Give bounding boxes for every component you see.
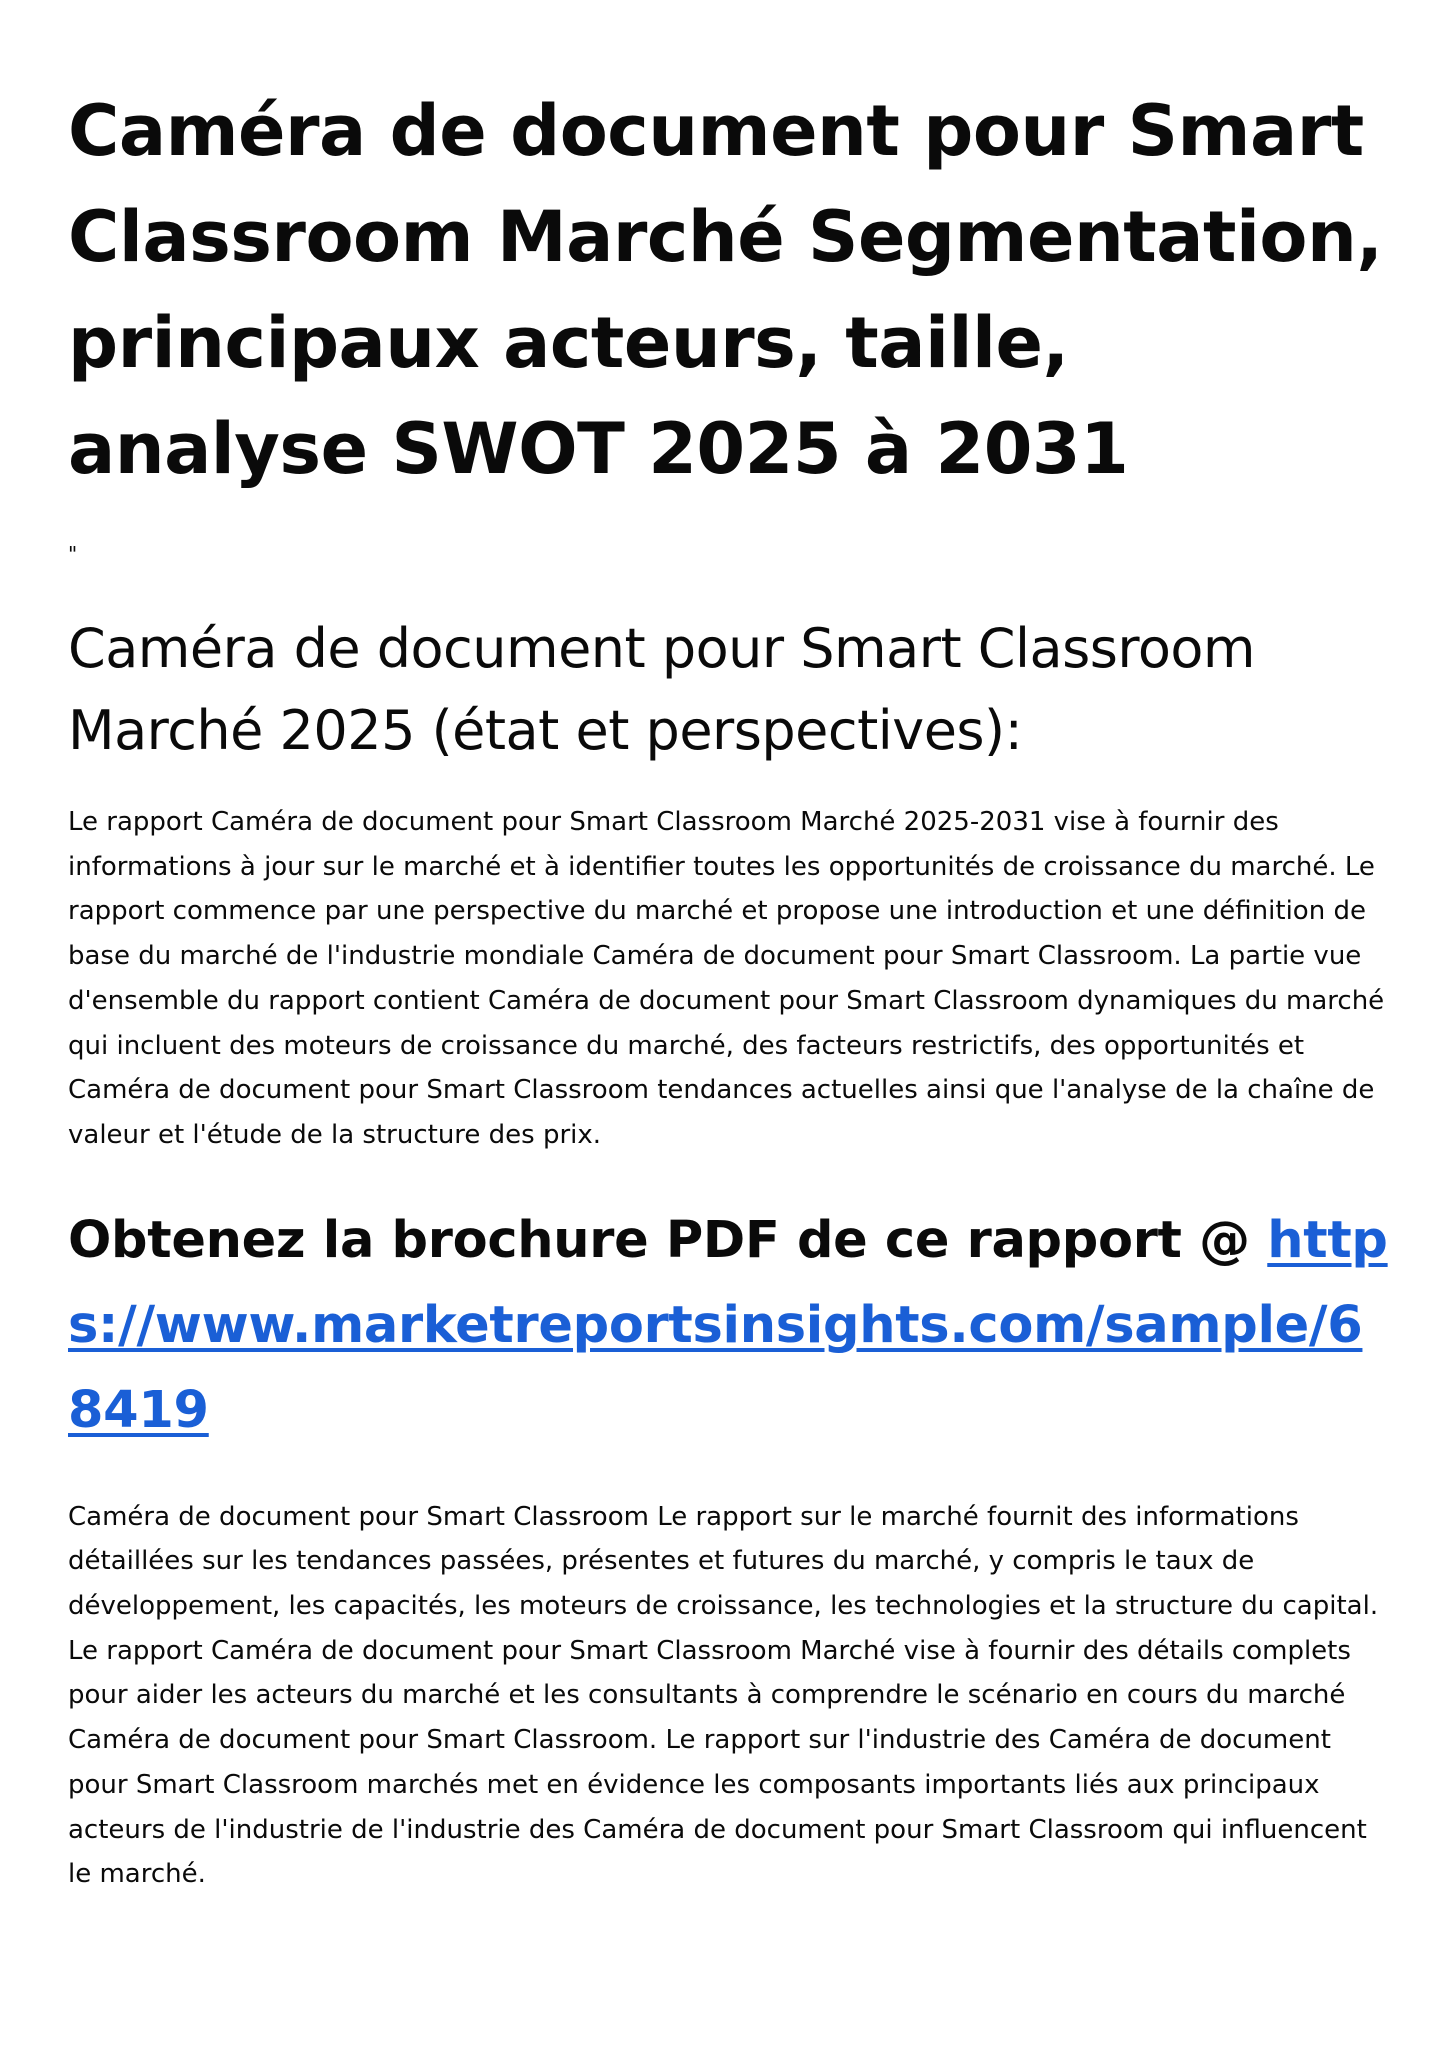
brochure-heading [68,1198,1388,1453]
page-title: Caméra de document pour Smart Classroom Marché Segmentation, principaux acteurs, taille, analyse SWOT 2025 à 2031 [68,90,1383,490]
detail-paragraph: Caméra de document pour Smart Classroom Le rapport sur le marché fournit des informations détaillées sur les tendances passées, présentes et futures du marché, y compris le taux de développement, les capacités, les moteurs de croissance, les technologies et la structure du capital. Le rapport Caméra de document pour Smart Classroom Marché vise à fournir des détails complets pour aider les acteurs du marché et les consultants à comprendre le scénario en cours du marché Caméra de document pour Smart Classroom. Le rapport sur l'industrie des Caméra de document pour Smart Classroom marchés met en évidence les composants importants liés aux principaux acteurs de l'industrie de l'industrie des Caméra de document pour Smart Classroom qui influencent le marché. [68,1501,1379,1890]
intro-paragraph: Le rapport Caméra de document pour Smart Classroom Marché 2025-2031 vise à fournir des informations à jour sur le marché et à identifier toutes les opportunités de croissance du marché. Le rapport commence par une perspective du marché et propose une introduction et une définition de base du marché de l'industrie mondiale Caméra de document pour Smart Classroom. La partie vue d'ensemble du rapport contient Caméra de document pour Smart Classroom dynamiques du marché qui incluent des moteurs de croissance du marché, des facteurs restrictifs, des opportunités et Caméra de document pour Smart Classroom tendances actuelles ainsi que l'analyse de la chaîne de valeur et l'étude de la structure des prix. [68,807,1385,1150]
brochure-link[interactable]: https://www.marketreportsinsights.com/sample/68419 [68,1210,1388,1440]
brochure-heading-text: Obtenez la brochure PDF de ce rapport @ [68,1210,1268,1270]
quote-mark: " [68,542,78,566]
section-subtitle: Caméra de document pour Smart Classroom Marché 2025 (état et perspectives): [68,617,1256,762]
document-page [68,78,1388,1897]
